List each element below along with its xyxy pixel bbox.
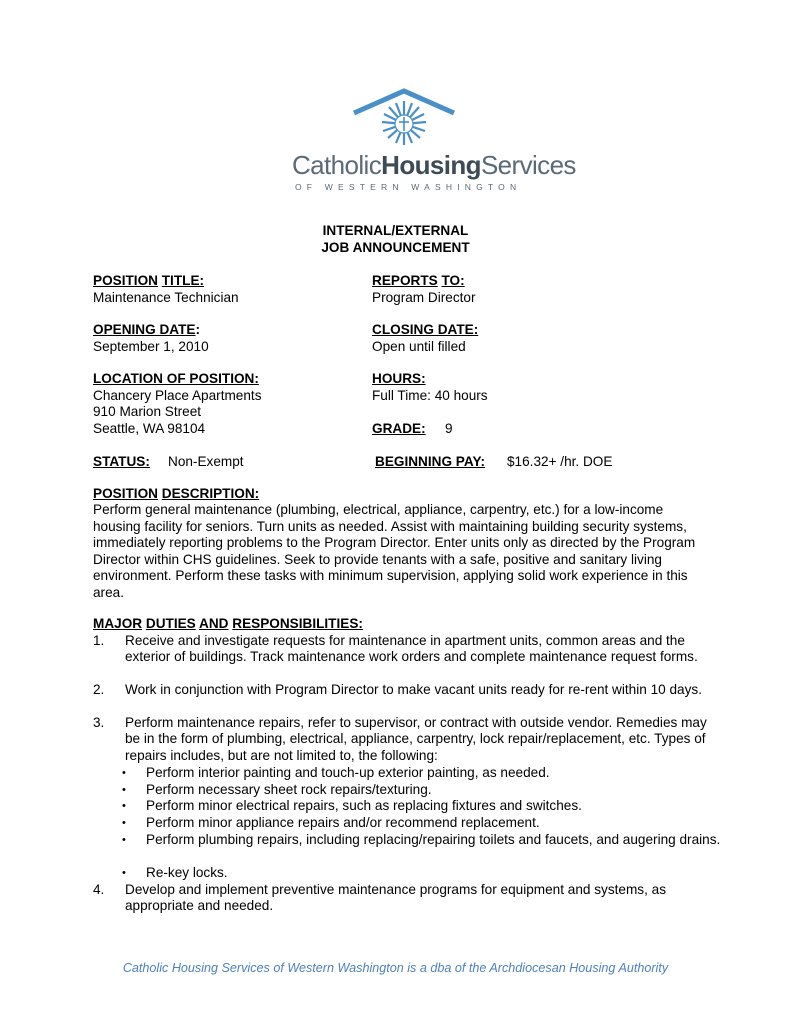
logo-wordmark bbox=[292, 150, 576, 181]
bullet-text: Perform interior painting and touch-up exterior painting, as needed. bbox=[146, 765, 550, 780]
duty-number: 2. bbox=[93, 682, 105, 697]
status-value: Non-Exempt bbox=[168, 454, 244, 469]
bullet-glyph: • bbox=[122, 834, 126, 846]
hours-value: Full Time: 40 hours bbox=[372, 388, 488, 403]
hours-label: HOURS: bbox=[372, 371, 426, 386]
position-title-label: POSITION TITLE: bbox=[93, 273, 205, 288]
footer-note: Catholic Housing Services of Western Washington is a dba of the Archdiocesan Housing Authority bbox=[122, 961, 669, 975]
duty-text: Work in conjunction with Program Director to make vacant units ready for re-rent within 10 days. bbox=[125, 682, 702, 697]
bullet-glyph: • bbox=[122, 867, 126, 879]
position-title-value: Maintenance Technician bbox=[93, 290, 239, 305]
pay-value: $16.32+ /hr. DOE bbox=[507, 454, 613, 469]
announcement-type: INTERNAL/EXTERNAL bbox=[322, 223, 469, 238]
description-heading: POSITION DESCRIPTION: bbox=[93, 486, 260, 501]
grade-label: GRADE: bbox=[372, 421, 426, 436]
bullet-text: Re-key locks. bbox=[146, 865, 228, 880]
location-line1: Chancery Place Apartments bbox=[93, 388, 262, 403]
closing-date-value: Open until filled bbox=[372, 339, 466, 354]
duty-text: Perform maintenance repairs, refer to supervisor, or contract with outside vendor. Remedies may be in the form of plumbing, electrical, appliance, carpentry, lock repair/replacement, etc. Types of repairs includes, but are not limited to, the following: bbox=[125, 715, 707, 763]
duty-text: Receive and investigate requests for maintenance in apartment units, common areas and the exterior of buildings. Track maintenance work orders and complete maintenance request forms. bbox=[125, 633, 698, 665]
duty-text: Develop and implement preventive maintenance programs for equipment and systems, as appropriate and needed. bbox=[125, 882, 667, 914]
bullet-glyph: • bbox=[122, 817, 126, 829]
location-line2: 910 Marion Street bbox=[93, 404, 202, 419]
location-label: LOCATION OF POSITION: bbox=[93, 371, 259, 386]
duty-number: 3. bbox=[93, 715, 105, 730]
opening-date-value: September 1, 2010 bbox=[93, 339, 209, 354]
announcement-title: JOB ANNOUNCEMENT bbox=[321, 240, 470, 255]
bullet-glyph: • bbox=[122, 784, 126, 796]
closing-date-label: CLOSING DATE: bbox=[372, 322, 479, 337]
bullet-glyph: • bbox=[122, 767, 126, 779]
location-line3: Seattle, WA 98104 bbox=[93, 421, 206, 436]
opening-date-label: OPENING DATE: bbox=[93, 322, 200, 337]
status-label: STATUS: bbox=[93, 454, 150, 469]
logo-word-services: Services bbox=[480, 150, 576, 180]
reports-to-label: REPORTS TO: bbox=[372, 273, 465, 288]
logo-subtitle: OF WESTERN WASHINGTON bbox=[295, 182, 522, 192]
grade-value: 9 bbox=[445, 421, 453, 436]
duties-heading: MAJOR DUTIES AND RESPONSIBILITIES: bbox=[93, 616, 363, 631]
bullet-text: Perform necessary sheet rock repairs/texturing. bbox=[146, 782, 432, 797]
bullet-text: Perform plumbing repairs, including replacing/repairing toilets and faucets, and augering drains. bbox=[146, 832, 721, 847]
reports-to-value: Program Director bbox=[372, 290, 476, 305]
description-text: Perform general maintenance (plumbing, electrical, appliance, carpentry, etc.) for a low-income housing facility for seniors. Turn units as needed. Assist with maintaining building security systems, immediately reporting problems to the Program Director. Enter units only as directed by the Program Director within CHS guidelines. Seek to provide tenants with a safe, positive and sanitary living environment. Perform these tasks with minimum supervision, applying solid work experience in this area. bbox=[93, 502, 696, 600]
duty-number: 1. bbox=[93, 633, 105, 648]
bullet-glyph: • bbox=[122, 800, 126, 812]
duty-number: 4. bbox=[93, 882, 105, 897]
logo-word-housing: Housing bbox=[381, 150, 481, 180]
logo-word-catholic: Catholic bbox=[292, 150, 382, 180]
bullet-text: Perform minor appliance repairs and/or recommend replacement. bbox=[146, 815, 540, 830]
pay-label: BEGINNING PAY: bbox=[375, 454, 486, 469]
bullet-text: Perform minor electrical repairs, such as replacing fixtures and switches. bbox=[146, 798, 582, 813]
house-sunburst-icon bbox=[350, 88, 458, 150]
